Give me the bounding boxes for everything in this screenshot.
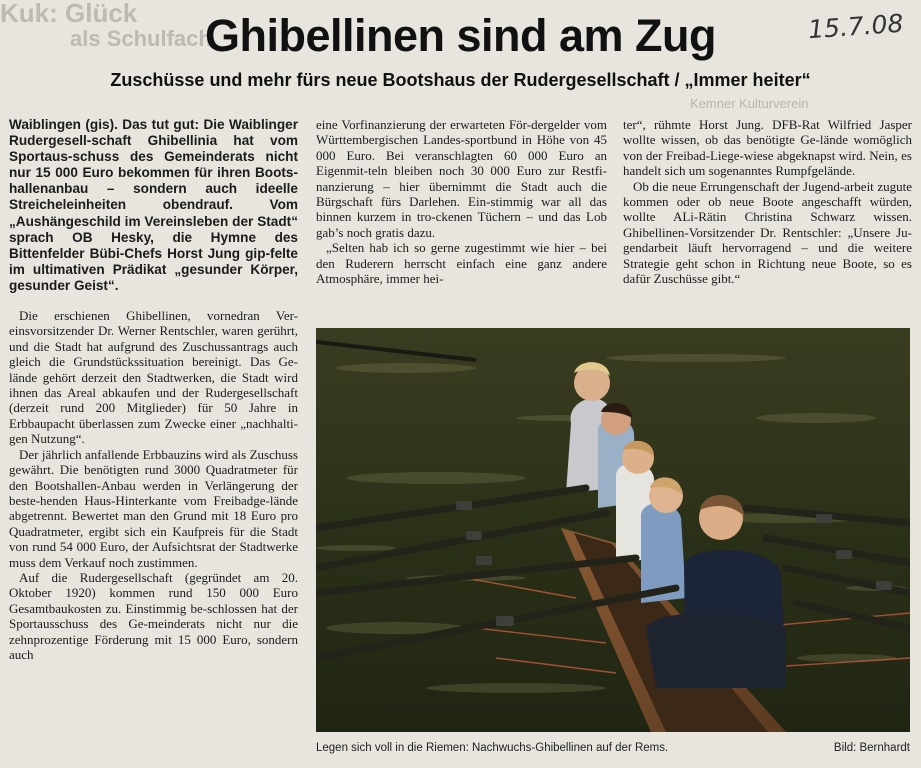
- paragraph: Die erschienen Ghibellinen, vornedran Ver-einsvorsitzender Dr. Werner Rentschler, waren gerührt, und die Stadt hat aufgrund des Zuschussantrags auch gleich die Grundstückssituation bereinigt. Das Ge-lände gehört derzeit den Stadtwerken, die Stadt wird ihnen das Areal abkaufen und der Rudergesellschaft (derzeit rund 200 Mitglieder) für 50 Jahre in Erbbaupacht überlassen zum Zwecke einer „nachhalti-gen Nutzung“.: [9, 308, 298, 447]
- paragraph: Ob die neue Errungenschaft der Jugend-arbeit zugute kommen oder ob neue Boote angeschafft würden, wollte ALi-Rätin Christina Schwarz wissen. Ghibellinen-Vorsitzender Dr. Rentschler: „Unsere Ju-gendarbeit läuft hervorragend – und die weitere Strategie geht schon in Richtung neue Boote, so es dafür Zuschüsse gibt.“: [623, 178, 912, 287]
- caption-text: Legen sich voll in die Riemen: Nachwuchs-Ghibellinen auf der Rems.: [316, 742, 669, 754]
- paragraph: „Selten hab ich so gerne zugestimmt wie hier – bei den Ruderern herrscht einfach eine ganz andere Atmosphäre, immer hei-: [316, 240, 607, 287]
- subheadline: Zuschüsse und mehr fürs neue Bootshaus der Rudergesellschaft / „Immer heiter“: [110, 70, 811, 90]
- column-2: [316, 117, 607, 286]
- bleed-through-right: Kemner Kulturverein: [690, 96, 809, 111]
- bleed-line-1: Kuk: Glück: [0, 0, 138, 28]
- headline: Ghibellinen sind am Zug: [204, 10, 717, 61]
- paragraph: Auf die Rudergesellschaft (gegründet am 20. Oktober 1920) kommen rund 150 000 Euro Gesamtbaukosten zu. Einstimmig be-schlossen hat der Sportausschuss des Ge-meinderats nicht nur die zehnprozentige Förderung mit 15 000 Euro, sondern auch: [9, 569, 298, 662]
- photo-caption: [316, 742, 910, 754]
- photo-credit: Bild: Bernhardt: [833, 742, 910, 754]
- paragraph: ter“, rühmte Horst Jung. DFB-Rat Wilfried Jasper wollte wissen, ob das benötigte Ge-lände womöglich von der Freibad-Liege-wiese abgeknapst wird. Nein, es handelt sich um sogenanntes Rumpfgelände.: [623, 117, 912, 179]
- lead-paragraph: Waiblingen (gis). Das tut gut: Die Waiblinger Rudergesell-schaft Ghibellinia hat vom Sportaus-schuss des Gemeinderats nicht nur 15 000 Euro bekommen für ihren Boots-hallenanbau – sondern auch ideelle Streicheleinheiten obendrauf. Vom „Aushängeschild im Vereinsleben der Stadt“ sprach OB Hesky, die Hymne des Bittenfelder Bübi-Chefs Horst Jung gip-felte im ultimativen Prädikat „gesunder Körper, gesunder Geist“.: [9, 117, 298, 293]
- column-3: [623, 117, 912, 286]
- rowing-photo: [316, 328, 910, 732]
- handwritten-date: 15.7.08: [807, 8, 905, 45]
- bleed-line-2: als Schulfach: [70, 26, 212, 51]
- column-1: [9, 117, 298, 662]
- paragraph: eine Vorfinanzierung der erwarteten För-dergelder vom Württembergischen Landes-sportbund in Höhe von 45 000 Euro. Bei veranschlagten 60 000 Euro an Eigenmit-teln bleiben noch 30 000 Euro zur Restfi-nanzierung – hier übernimmt die Stadt auch die Bürgschaft fürs Darlehen. Ein-stimmig war all das binnen kurzem in tro-ckenen Tüchern – und das Lob gab’s noch gratis dazu.: [316, 117, 607, 240]
- paragraph: Der jährlich anfallende Erbbauzins wird als Zuschuss gewährt. Die benötigten rund 3000 Quadratmeter für den Bootshallen-Anbau werden in Verlängerung der beste-henden Haus-Hinterkante vom Freibadge-lände abgetrennt. Bewertet man den Grund mit 18 Euro pro Quadratmeter, ergibt sich ein Kaufpreis für die Stadt von rund 54 000 Euro, der Aufsichtsrat der Stadtwerke muss dem Verkauf noch zustimmen.: [9, 446, 298, 570]
- rowing-boat-illustration: [316, 328, 910, 732]
